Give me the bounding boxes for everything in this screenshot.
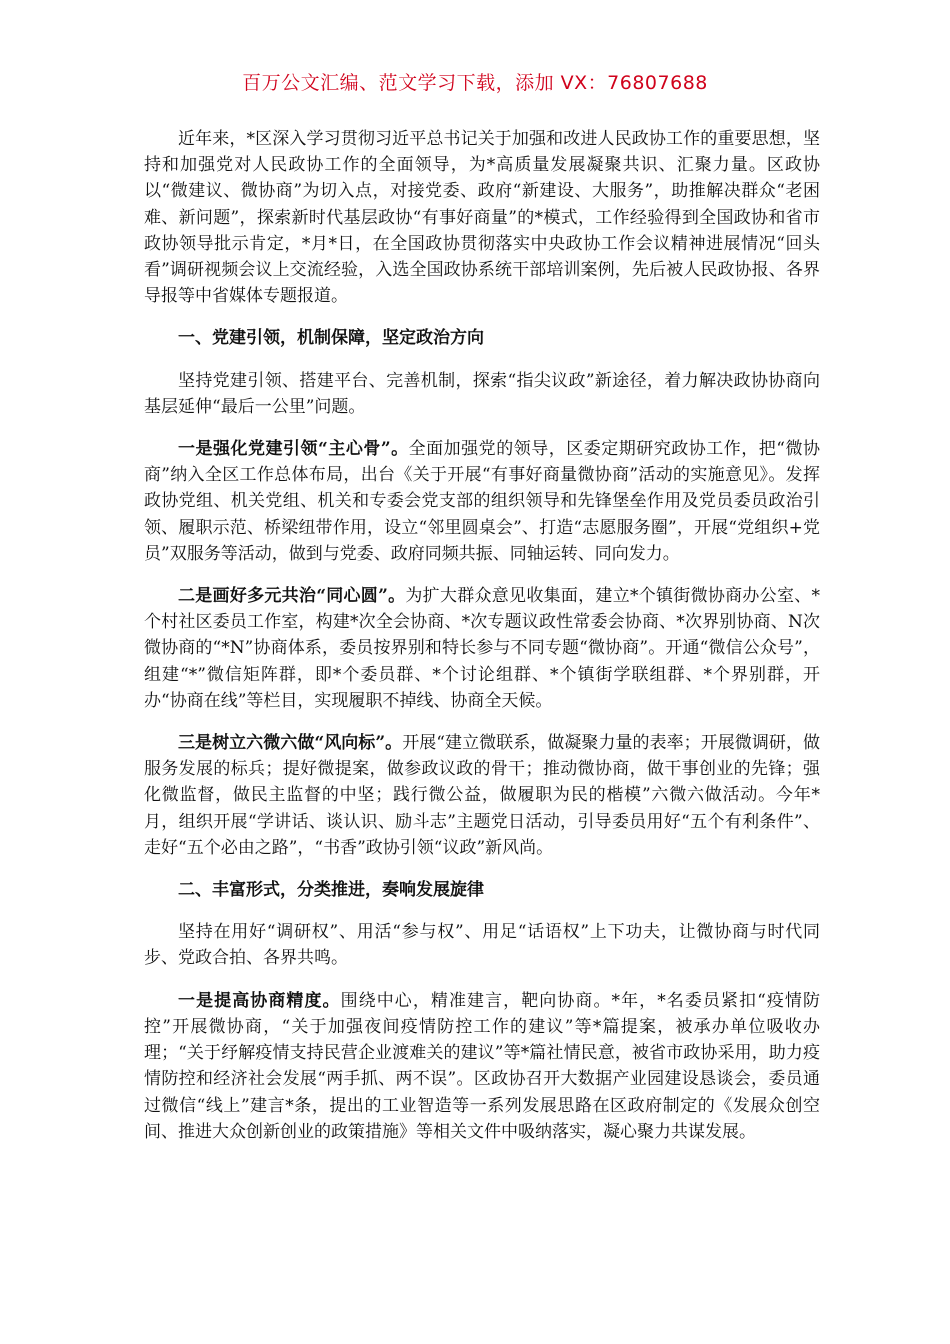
document-body <box>144 126 820 1161</box>
item-lead: 一是强化党建引领“主心骨”。 <box>178 439 409 460</box>
section-2-heading: 二、丰富形式，分类推进，奏响发展旋律 <box>178 880 484 901</box>
section-1-heading: 一、党建引领，机制保障，坚定政治方向 <box>178 328 484 349</box>
item-text: 为扩大群众意见收集面，建立*个镇街微协商办公室、*个村社区委员工作室，构建*次全会协商、*次专题议政性常委会协商、*次界别协商、N次微协商的“*N”协商体系，委员按界别和特长参与不同专题“微协商”。开通“微信公众号”，组建“*”微信矩阵群，即*个委员群、*个讨论组群、*个镇街学联组群、*个界别群，开办“协商在线”等栏目，实现履职不掉线、协商全天候。 <box>144 586 820 711</box>
item-lead: 一是提高协商精度。 <box>178 990 341 1011</box>
section-2-item-1 <box>144 988 820 1145</box>
item-text: 围绕中心，精准建言，靶向协商。*年，*名委员紧扣“疫情防控”开展微协商，“关于加强夜间疫情防控工作的建议”等*篇提案，被承办单位吸收办理；“关于纾解疫情支持民营企业渡难关的建议”等*篇社情民意，被省市政协采用，助力疫情防控和经济社会发展“两手抓、两不误”。区政协召开大数据产业园建设恳谈会，委员通过微信“线上”建言*条，提出的工业智造等一系列发展思路在区政府制定的《发展众创空间、推进大众创新创业的政策措施》等相关文件中吸纳落实，凝心聚力共谋发展。 <box>144 990 820 1142</box>
item-text: 开展“建立微联系，做凝聚力量的表率；开展微调研，做服务发展的标兵；提好微提案，做参政议政的骨干；推动微协商，做干事创业的先锋；强化微监督，做民主监督的中坚；践行微公益，做履职为民的楷模”六微六做活动。今年*月，组织开展“学讲话、谈认识、励斗志”主题党日活动，引导委员用好“五个有利条件”、走好“五个必由之路”，“书香”政协引领“议政”新风尚。 <box>144 733 820 858</box>
section-1-item-1 <box>144 436 820 567</box>
item-lead: 二是画好多元共治“同心圆”。 <box>178 586 406 607</box>
section-2-intro: 坚持在用好“调研权”、用活“参与权”、用足“话语权”上下功夫，让微协商与时代同步、党政合拍、各界共鸣。 <box>144 922 820 969</box>
intro-paragraph: 近年来，*区深入学习贯彻习近平总书记关于加强和改进人民政协工作的重要思想，坚持和加强党对人民政协工作的全面领导，为*高质量发展凝聚共识、汇聚力量。区政协以“微建议、微协商”为切入点，对接党委、政府“新建设、大服务”，助推解决群众“老困难、新问题”，探索新时代基层政协“有事好商量”的*模式，工作经验得到全国政协和省市政协领导批示肯定，*月*日，在全国政协贯彻落实中央政协工作会议精神进展情况“回头看”调研视频会议上交流经验，入选全国政协系统干部培训案例，先后被人民政协报、各界导报等中省媒体专题报道。 <box>144 129 820 307</box>
section-1-item-2 <box>144 583 820 714</box>
section-1-item-3 <box>144 730 820 861</box>
item-lead: 三是树立六微六做“风向标”。 <box>178 733 403 754</box>
item-text: 全面加强党的领导，区委定期研究政协工作，把“微协商”纳入全区工作总体布局，出台《关于开展“有事好商量微协商”活动的实施意见》。发挥政协党组、机关党组、机关和专委会党支部的组织领导和先锋堡垒作用及党员委员政治引领、履职示范、桥梁纽带作用，设立“邻里圆桌会”、打造“志愿服务圈”，开展“党组织+党员”双服务等活动，做到与党委、政府同频共振、同轴运转、同向发力。 <box>144 439 820 564</box>
section-1-intro: 坚持党建引领、搭建平台、完善机制，探索“指尖议政”新途径，着力解决政协协商向基层延伸“最后一公里”问题。 <box>144 370 820 417</box>
watermark-text: 百万公文汇编、范文学习下载，添加 VX：76807688 <box>242 72 708 94</box>
